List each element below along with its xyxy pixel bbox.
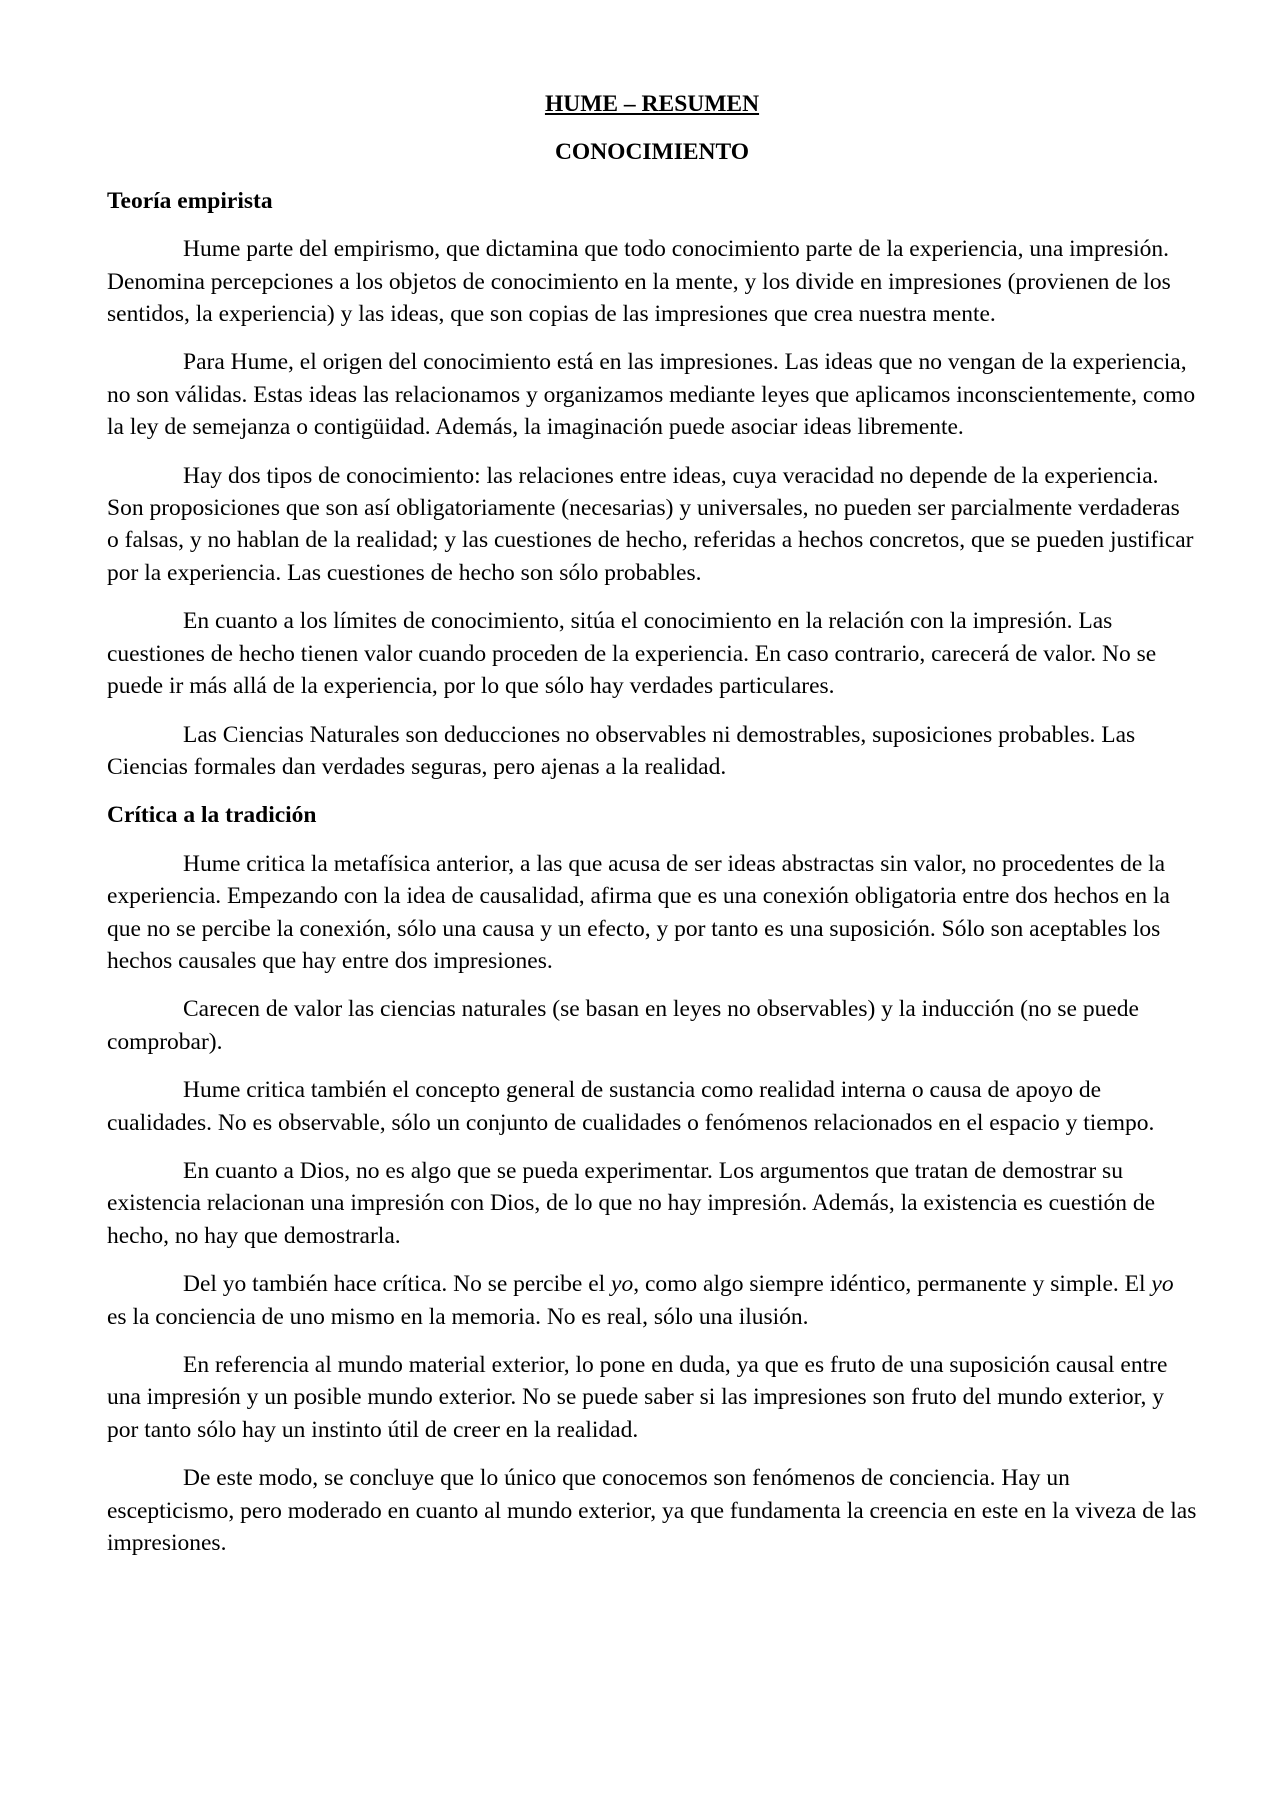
document-subtitle: CONOCIMIENTO bbox=[554, 139, 750, 166]
paragraph-yo bbox=[107, 1268, 1197, 1333]
paragraph: De este modo, se concluye que lo único que conocemos son fenómenos de conciencia. Hay un escepticismo, pero moderado en cuanto al mundo exterior, ya que fundamenta la creencia en este en la viveza de las impresiones. bbox=[107, 1465, 1197, 1557]
italic-term: yo bbox=[1151, 1271, 1174, 1298]
paragraph: En cuanto a Dios, no es algo que se pueda experimentar. Los argumentos que tratan de demostrar su existencia relacionan una impresión con Dios, de lo que no hay impresión. Además, la existencia es cuestión de hecho, no hay que demostrarla. bbox=[107, 1157, 1156, 1249]
paragraph: Hay dos tipos de conocimiento: las relaciones entre ideas, cuya veracidad no depende de la experiencia. Son proposiciones que son así obligatoriamente (necesarias) y universales, no pueden ser parcialmente verdaderas o falsas, y no hablan de la realidad; y las cuestiones de hecho, referidas a hechos concretos, que se pueden justificar por la experiencia. Las cuestiones de hecho son sólo probables. bbox=[107, 462, 1194, 586]
italic-term: yo bbox=[611, 1271, 634, 1298]
section-heading-critica-tradicion: Crítica a la tradición bbox=[107, 802, 317, 829]
paragraph-text: es la conciencia de uno mismo en la memoria. No es real, sólo una ilusión. bbox=[107, 1303, 809, 1330]
paragraph: En referencia al mundo material exterior, lo pone en duda, ya que es fruto de una suposición causal entre una impresión y un posible mundo exterior. No se puede saber si las impresiones son fruto del mundo exterior, y por tanto sólo hay un instinto útil de creer en la realidad. bbox=[107, 1352, 1168, 1443]
paragraph: En cuanto a los límites de conocimiento, sitúa el conocimiento en la relación con la impresión. Las cuestiones de hecho tienen valor cuando proceden de la experiencia. En caso contrario, carecerá de valor. No se puede ir más allá de la experiencia, por lo que sólo hay verdades particulares. bbox=[107, 608, 1157, 700]
paragraph: Las Ciencias Naturales son deducciones no observables ni demostrables, suposiciones probables. Las Ciencias formales dan verdades seguras, pero ajenas a la realidad. bbox=[107, 721, 1136, 780]
paragraph: Hume parte del empirismo, que dictamina que todo conocimiento parte de la experiencia, una impresión. Denomina percepciones a los objetos de conocimiento en la mente, y los divide en impresiones (provienen de los sentidos, la experiencia) y las ideas, que son copias de las impresiones que crea nuestra mente. bbox=[107, 236, 1171, 328]
document-page bbox=[107, 88, 1197, 1575]
paragraph-text: , como algo siempre idéntico, permanente y simple. El bbox=[633, 1271, 1152, 1298]
paragraph-text: Del yo también hace crítica. No se percibe el bbox=[183, 1271, 612, 1298]
paragraph: Para Hume, el origen del conocimiento está en las impresiones. Las ideas que no vengan de la experiencia, no son válidas. Estas ideas las relacionamos y organizamos mediante leyes que aplicamos inconscientemente, como la ley de semejanza o contigüidad. Además, la imaginación puede asociar ideas libremente. bbox=[107, 349, 1196, 441]
section-heading-teoria-empirista: Teoría empirista bbox=[107, 187, 273, 214]
paragraph: Carecen de valor las ciencias naturales (se basan en leyes no observables) y la inducción (no se puede comprobar). bbox=[107, 996, 1139, 1055]
paragraph: Hume critica también el concepto general de sustancia como realidad interna o causa de apoyo de cualidades. No es observable, sólo un conjunto de cualidades o fenómenos relacionados en el espacio y tiempo. bbox=[107, 1077, 1155, 1136]
document-title: HUME – RESUMEN bbox=[544, 91, 760, 117]
paragraph: Hume critica la metafísica anterior, a las que acusa de ser ideas abstractas sin valor, no procedentes de la experiencia. Empezando con la idea de causalidad, afirma que es una conexión obligatoria entre dos hechos en la que no se percibe la conexión, sólo una causa y un efecto, y por tanto es una suposición. Sólo son aceptables los hechos causales que hay entre dos impresiones. bbox=[107, 850, 1170, 974]
